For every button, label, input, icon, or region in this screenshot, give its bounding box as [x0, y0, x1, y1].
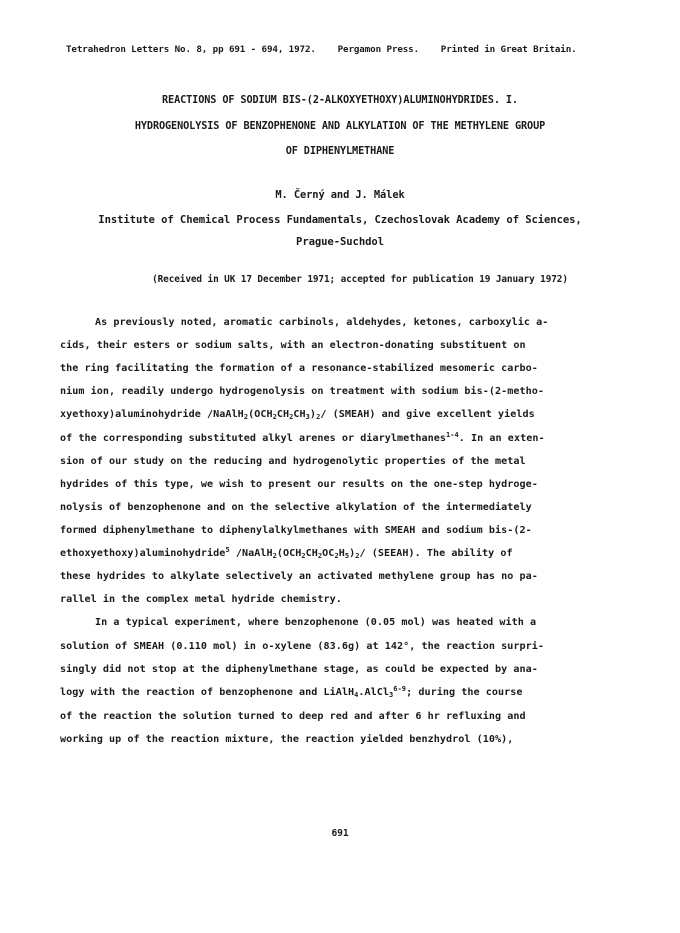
page-number: 691 — [331, 828, 349, 839]
body-line: formed diphenylmethane to diphenylalkylmethanes with SMEAH and sodium bis-(2- — [60, 525, 532, 536]
body-line: cids, their esters or sodium salts, with an electron-donating substituent on — [60, 340, 526, 351]
body-line: nolysis of benzophenone and on the selective alkylation of the intermediately — [60, 502, 532, 513]
body-line: xyethoxy)aluminohydride $/NaAlH_2(OCH_2CH_2CH_3)_2/$ (SMEAH) and give excellent yields — [60, 409, 535, 421]
body-line: the ring facilitating the formation of a resonance-stabilized mesomeric carbo- — [60, 363, 538, 374]
body-line: hydrides of this type, we wish to present our results on the one-step hydroge- — [60, 479, 538, 490]
body-line: of the corresponding substituted alkyl arenes or diarylmethanes$^{1-4}$. In an exten- — [60, 431, 545, 444]
body-line: In a typical experiment, where benzophenone (0.05 mol) was heated with a — [95, 617, 537, 628]
reference-superscript: 1-4 — [446, 431, 459, 439]
title-line-1: REACTIONS OF SODIUM BIS-(2-ALKOXYETHOXY)ALUMINOHYDRIDES. I. — [162, 95, 518, 106]
body-line: singly did not stop at the diphenylmethane stage, as could be expected by ana- — [60, 664, 538, 675]
body-line: ethoxyethoxy)aluminohydride$^5$ $/NaAlH_2(OCH_2CH_2OC_2H_5)_2/$ (SEEAH). The ability of — [60, 546, 513, 560]
body-line: of the reaction the solution turned to deep red and after 6 hr refluxing and — [60, 711, 526, 722]
affiliation-line-2: Prague-Suchdol — [296, 236, 384, 248]
authors: M. Černý and J. Málek — [275, 189, 405, 201]
title-line-2: HYDROGENOLYSIS OF BENZOPHENONE AND ALKYLATION OF THE METHYLENE GROUP — [134, 121, 546, 132]
running-header — [66, 43, 577, 57]
affiliation-line-1: Institute of Chemical Process Fundamentals, Czechoslovak Academy of Sciences, — [98, 214, 582, 226]
publisher: Pergamon Press. — [337, 44, 420, 55]
body-line: nium ion, readily undergo hydrogenolysis on treatment with sodium bis-(2-metho- — [60, 386, 545, 397]
reference-superscript: 5 — [225, 546, 230, 554]
body-line: solution of SMEAH (0.110 mol) in o-xylene (83.6g) at 142°, the reaction surpri- — [60, 641, 545, 652]
body-line: rallel in the complex metal hydride chemistry. — [60, 594, 342, 605]
journal-citation: Tetrahedron Letters No. 8, pp 691 - 694, 1972. — [66, 44, 316, 55]
body-line: working up of the reaction mixture, the reaction yielded benzhydrol (10%), — [60, 734, 514, 745]
body-line: sion of our study on the reducing and hydrogenolytic properties of the metal — [60, 456, 526, 467]
reference-superscript: 6-9 — [393, 685, 407, 693]
body-line: As previously noted, aromatic carbinols, aldehydes, ketones, carboxylic a- — [95, 317, 549, 328]
body-line: these hydrides to alkylate selectively an activated methylene group has no pa- — [60, 571, 538, 582]
received-dates: (Received in UK 17 December 1971; accepted for publication 19 January 1972) — [152, 274, 568, 285]
title-line-3: OF DIPHENYLMETHANE — [285, 146, 395, 157]
body-line: logy with the reaction of benzophenone and LiAlH$_4$.AlCl$_3^{6-9}$; during the course — [60, 685, 523, 699]
printed-in: Printed in Great Britain. — [440, 44, 577, 55]
